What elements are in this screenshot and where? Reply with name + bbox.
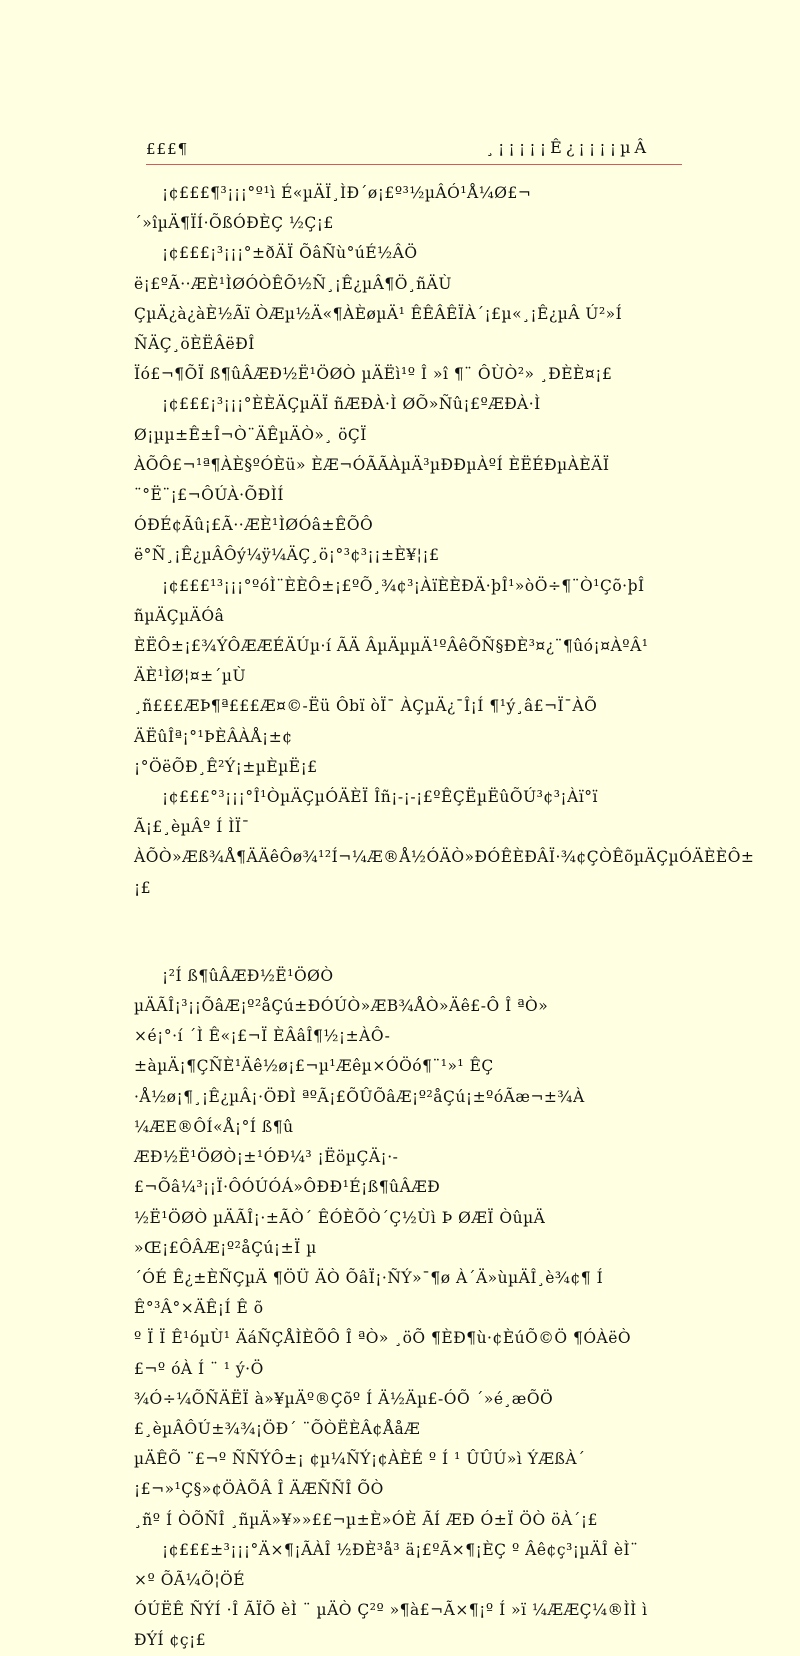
paragraph: ¡¢£££°³¡¡¡°Î¹ÒµÄÇµÓÄÈÏ Îñ¡-¡-¡£ºÊÇËµËûÕÚ³¢³¡Àï°ï Ã¡£¸èµÂº Í ÌÏ¯ ÀÕÒ»Æß¾Å¶ÄÄêÔø¾¹²Í¬¼Æ®Å½ÓÄÒ»ÐÓÊÈÐÂÏ·¾¢ÇÒÊõµÄÇµÓÄÈÈÔ±¡£ xyxy=(134,788,755,897)
page-number: £££¶ xyxy=(146,140,189,158)
paragraph: ¡²Í ß¶ûÂÆÐ½Ë¹ÖØÒ µÄÃÎ¡³¡¡ÕâÆ¡º²åÇú±ÐÓÚÒ»ÆB¾ÅÒ»Äê£-Ô Î ªÒ» ×é¡°·í ´Ì Ê«¡£¬Ï ÈÂâÎ¶½¡±ÀÔ-±àµÄ¡¶ÇÑÈ¹Äê½ø¡£¬µ¹Æêµ×ÓÖó¶¨¹»¹ ÊÇ ·Å½ø¡¶¸¡Ê¿µÂ¡·ÖÐÌ ªºÃ¡£ÕÛÕâÆ¡º²åÇú¡±ºóÃæ¬±¾À ¼ÆE®ÔÍ«Å¡°Í ß¶û ÆÐ½Ë¹ÖØÒ¡±¹ÓÐ¼³ ¡ËöµÇÄ¡·-£¬Õâ¼³¡¡Ï·ÔÓÚÓÁ»ÔÐÐ¹É¡ß¶ûÂÆÐ ½Ë¹ÖØÒ µÄÃÎ¡·±ÃÒ´ ÊÓÈÕÒ´Ç½Ùì Þ ØÆÏ ÒûµÄ »Œ¡£ÔÂÆ¡º²åÇú¡±Ï µ ´ÓÉ Ê¿±ÈÑÇµÄ ¶ÖÜ ÄÒ ÕâÏ¡·ÑÝ»¯¶ø À´Ä»ùµÄÎ¸è¾¢¶ Í Ê°³Â°×ÄÊ¡Í Ê õ º Ï Ï Ê¹óµÙ¹ ÄáÑÇÅÌÈÕÔ Î ªÒ» ¸öÕ ¶ÈÐ¶ù·¢ÈúÕ©Ö ¶ÓÀëÒ £¬º óÀ Í ¨ ¹ ý·Ö ¾Ó÷¼ÕÑÄËÏ à»¥µÄº®Çõº Í Ä½Äµ£-ÓÕ ´»é¸æÕÖ £¸èµÂÔÚ±¾¾¡ÖÐ´ ¨ÕÒËÈÂ¢ÅåÆ µÄÊÕ ¨£¬º ÑÑÝÔ±¡ ¢µ¼ÑÝ¡¢ÀÈÉ º Í ¹ ÛÛÚ»ì ÝÆßÀ´ ¡£¬»¹Ç§»¢ÖÀÕÂ Î ÄÆÑÑÎ ÕÒ ¸ñº Í ÒÕÑÎ ¸ñµÄ»¥»»££¬µ±È»ÓÈ ÃÍ ÆÐ Ó±Ï ÖÒ öÀ´¡£ xyxy=(134,966,632,1529)
body-text xyxy=(134,178,755,1656)
paragraph: ¡¢£££±³¡¡¡°Ä×¶¡ÃÀÎ ½ÐÈ³å³ ä¡£ºÃ×¶¡ÈÇ º Âê¢ç³¡µÄÎ èÌ¨ ×º ÕÃ¼Õ¦ÖÉ ÓÚËÊ ÑÝÍ ·Î ÃÏÕ èÌ ¨ µÄÒ Ç²º »¶à£¬Ã×¶¡º Í »ï ¼ÆÆÇ¼®ÌÌ ì ÐÝÍ ¢ç¡£ xyxy=(134,1540,648,1650)
paragraph: ¡¢£££¹³¡¡¡°ºóÌ¨ÈÈÔ±¡£ºÕ¸¾¢³¡ÀïÈÈÐÄ·þÎ¹»òÖ÷¶¨Ò¹Çõ·þÎ ñµÄÇµÄÓâ ÈËÔ±¡£¾ÝÔÆÆÉÄÚµ·í ÃÄ ÂµÄµµÄ¹ºÂêÕÑ§ÐÈ³¤¿¨¶ûó¡¤ÀºÂ¹ ÄÈ¹ÌØ¦¤±´µÙ ¸ñ£££ÆÞ¶ª£££Æ¤©-Ëü Ôbï òÏ¯ ÀÇµÄ¿¯Î¡Í ¶¹ý¸â£¬Ï¯ÀÕ ÄËûÎª¡°¹ÞÈÂÀÅ¡±¢ ¡°ÖëÕÐ¸Ê²Ý¡±µÈµË¡£ xyxy=(134,576,649,776)
paragraph: ¡¢£££¶³¡¡¡°º¹ì É«µÄÏ¸ÌÐ´ø¡£º³½µÂÓ¹Å¼Ø£¬´»îµÄ¶ÏÍ·ÕßÓÐÈÇ ½Ç¡£ xyxy=(134,184,532,233)
paragraph: ¡¢£££¡³¡¡¡°±ðÄÏ ÕâÑù°úÉ½ÂÖ ë¡£ºÃ··ÆÈ¹ÌØÓÒÊÕ½Ñ¸¡Ê¿µÂ¶Ö¸ñÄÙ ÇµÄ¿à¿àÈ½Ãï ÒÆµ½Ä«¶ÀÈøµÄ¹ ÊÊÂÊÏÀ´¡£µ«¸¡Ê¿µÂ Ú²»Í ÑÄÇ¸öÈËÂëÐÎ Ïó£¬¶ÕÏ ß¶ûÂÆÐ½Ë¹ÖØÒ µÄËì¹º Î »î ¶¨ ÔÙÒ²» ¸ÐÈÈ¤¡£ xyxy=(134,244,623,384)
paragraph: ¡¢£££¡³¡¡¡°ÈÈÄÇµÄÏ ñÆÐÀ·Ì ØÕ»Ñû¡£ºÆÐÀ·Ì Ø¡µµ±Ê±Î¬Ò¨ÄÊµÄÒ»¸ öÇÏ ÀÕÔ£¬¹ª¶ÀÈ§ºÓÈü» ÈÆ¬ÓÃÃÀµÄ³µÐÐµÀºÍ ÈËÉÐµÀÈÄÏ ¨°Ë¨¡£¬ÔÚÀ·ÕÐÌÍ ÓÐÉ¢Ãû¡£Ã··ÆÈ¹ÌØÓâ±ÊÕÔ ë°Ñ¸¡Ê¿µÂÔý¼ÿ¼ÄÇ¸ö¡°³¢³¡¡±È¥¦¡£ xyxy=(134,395,610,565)
running-title: ¸¡¡¡¡¡Ê¿¡¡¡¡µÂ xyxy=(486,138,651,157)
page-header xyxy=(146,138,682,165)
